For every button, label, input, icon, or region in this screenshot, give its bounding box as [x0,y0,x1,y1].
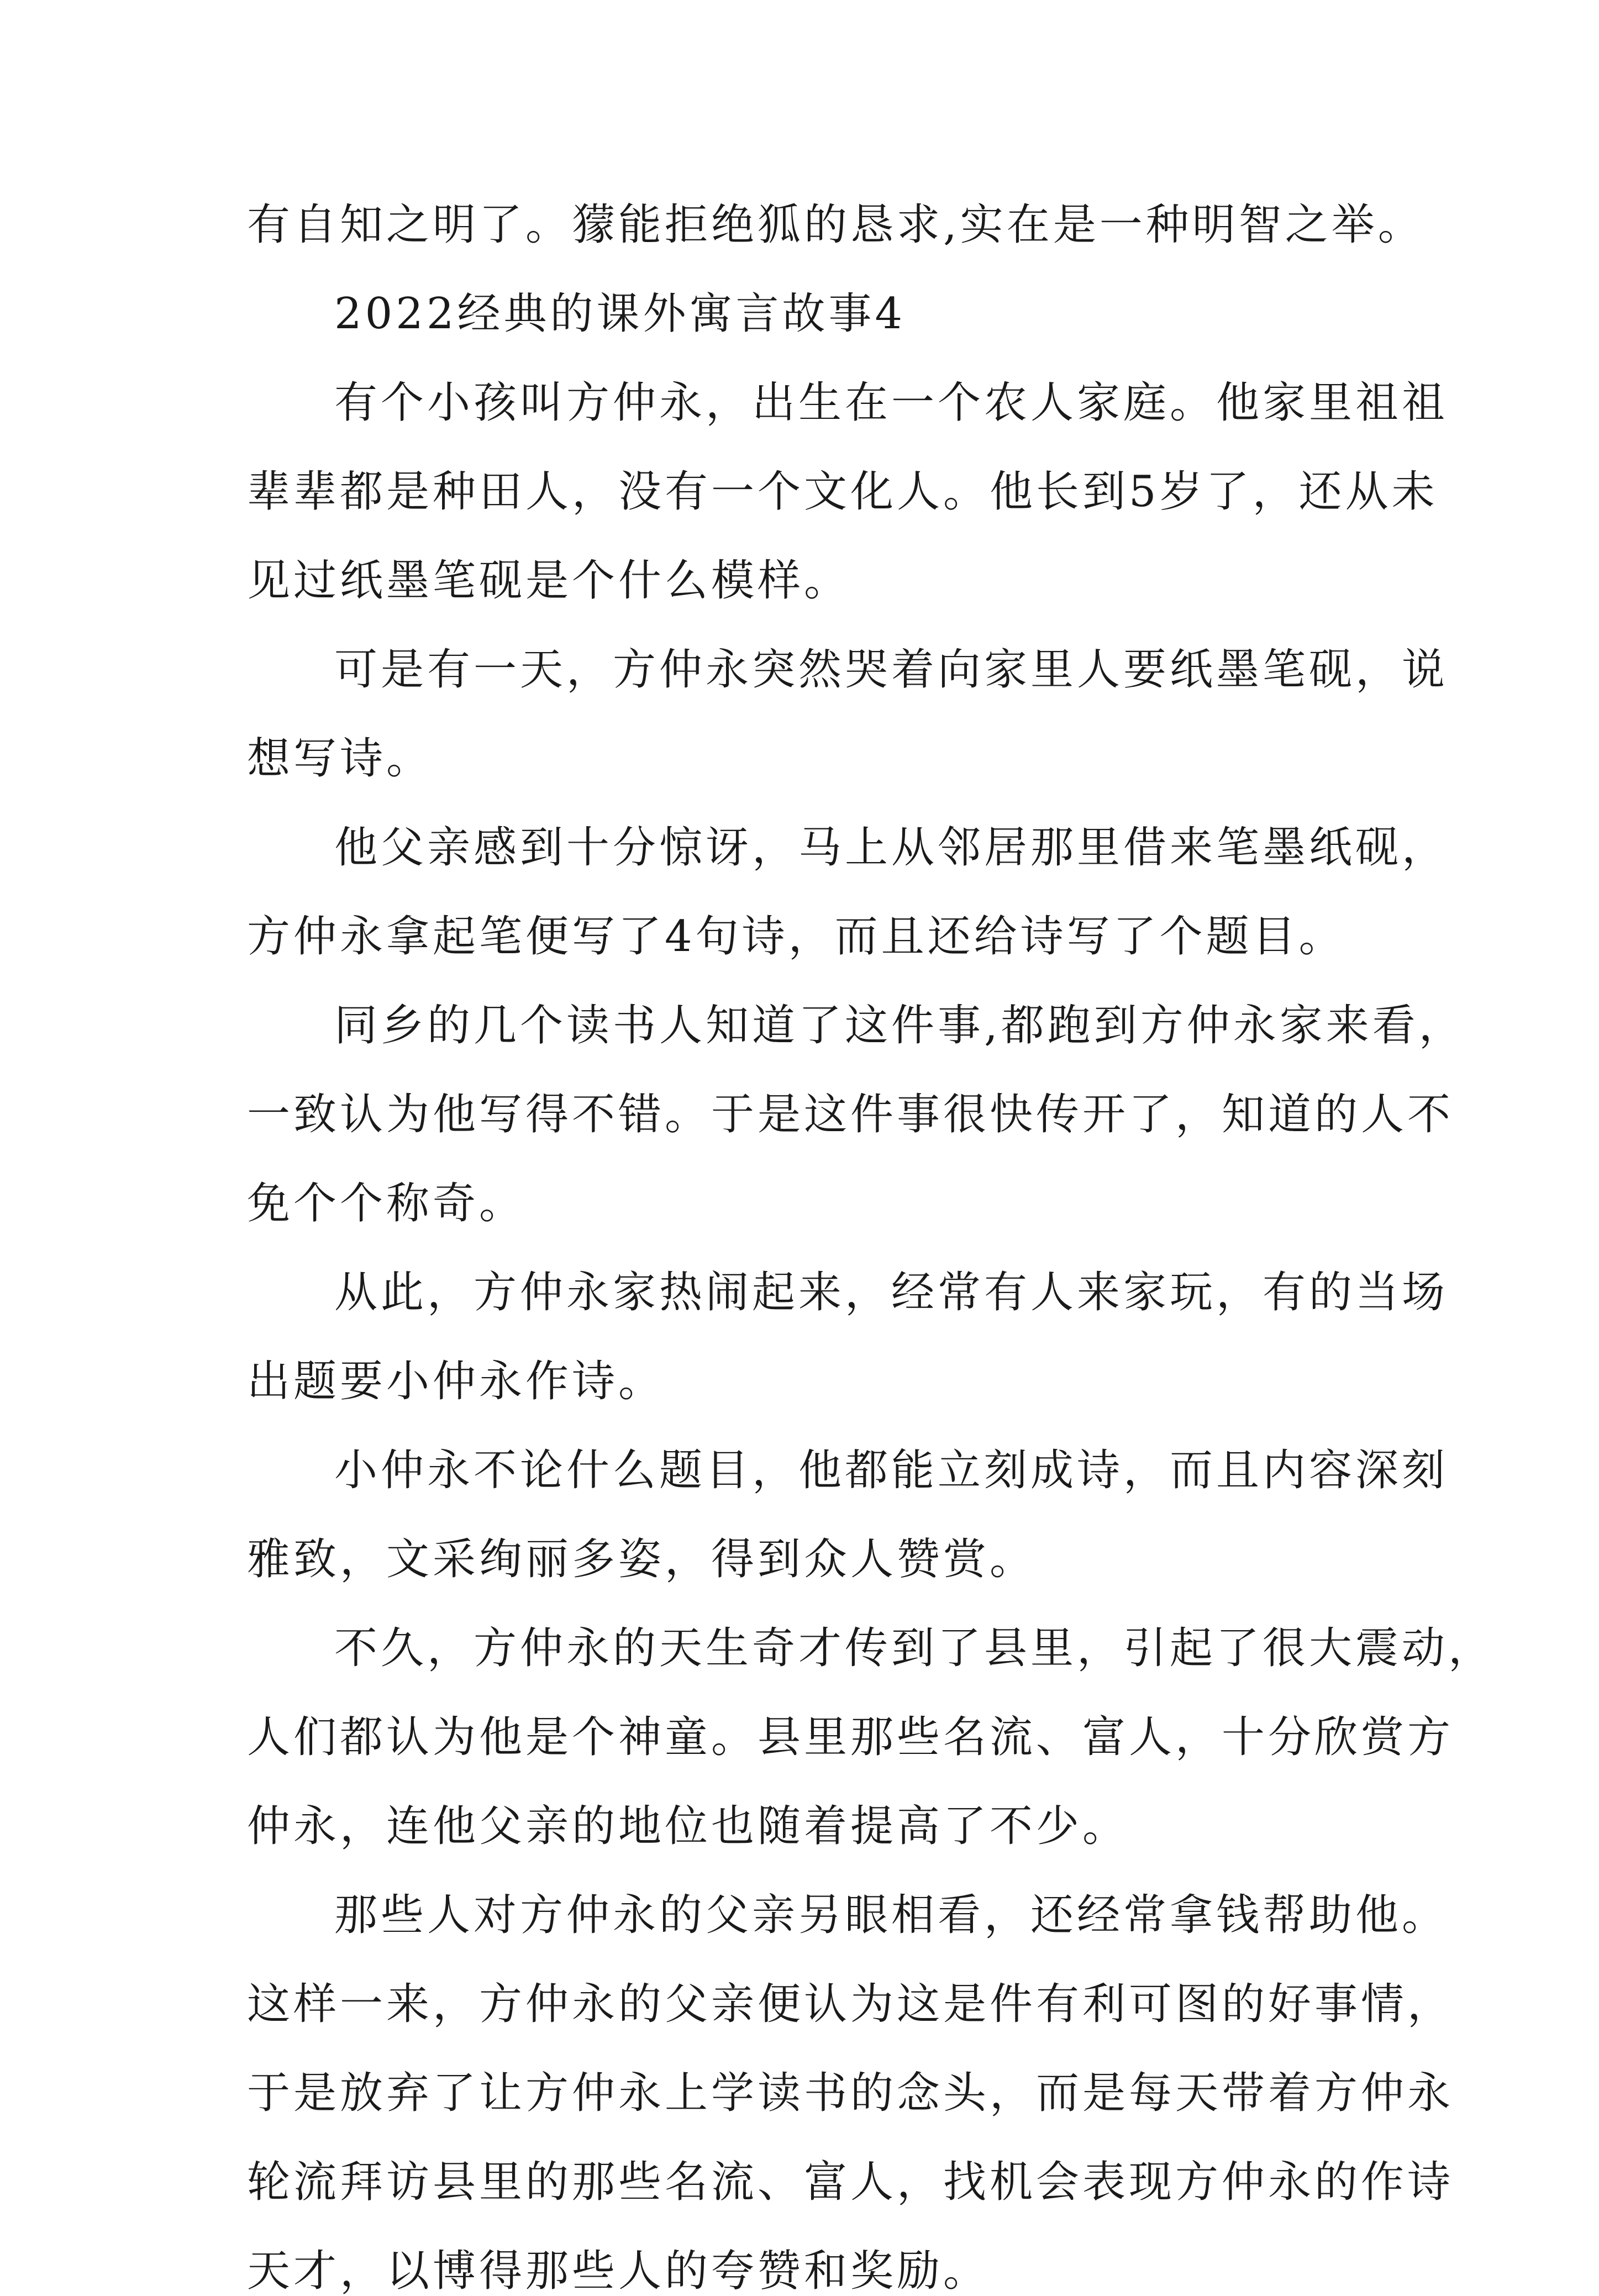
text-line: 免个个称奇。 [247,1179,526,1228]
text-line: 辈辈都是种田人，没有一个文化人。他长到5岁了，还从未 [247,467,1438,517]
text-line: 同乡的几个读书人知道了这件事,都跑到方仲永家来看， [334,1001,1465,1050]
text-line: 仲永，连他父亲的地位也随着提高了不少。 [247,1801,1129,1851]
text-line: 轮流拜访县里的那些名流、富人，找机会表现方仲永的作诗 [247,2157,1454,2207]
text-line: 可是有一天，方仲永突然哭着向家里人要纸墨笔砚，说 [334,645,1449,695]
text-line: 方仲永拿起笔便写了4句诗，而且还给诗写了个题目。 [247,912,1345,962]
text-line: 有自知之明了。獴能拒绝狐的恳求,实在是一种明智之举。 [247,200,1424,250]
text-line: 一致认为他写得不错。于是这件事很快传开了，知道的人不 [247,1090,1454,1139]
text-line: 小仲永不论什么题目，他都能立刻成诗，而且内容深刻 [334,1446,1449,1495]
text-line: 于是放弃了让方仲永上学读书的念头，而是每天带着方仲永 [247,2068,1454,2118]
text-line: 那些人对方仲永的父亲另眼相看，还经常拿钱帮助他。 [334,1890,1449,1940]
text-line: 天才，以博得那些人的夸赞和奖励。 [247,2246,990,2296]
text-line: 从此，方仲永家热闹起来，经常有人来家玩，有的当场 [334,1268,1449,1317]
text-line: 人们都认为他是个神童。县里那些名流、富人，十分欣赏方 [247,1712,1454,1762]
text-line: 有个小孩叫方仲永，出生在一个农人家庭。他家里祖祖 [334,378,1449,428]
text-line: 不久，方仲永的天生奇才传到了县里，引起了很大震动， [334,1624,1495,1673]
section-heading: 2022经典的课外寓言故事4 [334,289,906,339]
text-line: 他父亲感到十分惊讶，马上从邻居那里借来笔墨纸砚， [334,823,1449,873]
text-line: 雅致，文采绚丽多姿，得到众人赞赏。 [247,1535,1037,1584]
text-line: 这样一来，方仲永的父亲便认为这是件有利可图的好事情， [247,1979,1454,2029]
text-line: 想写诗。 [247,734,433,784]
text-line: 出题要小仲永作诗。 [247,1357,665,1406]
text-line: 见过纸墨笔砚是个什么模样。 [247,556,851,606]
